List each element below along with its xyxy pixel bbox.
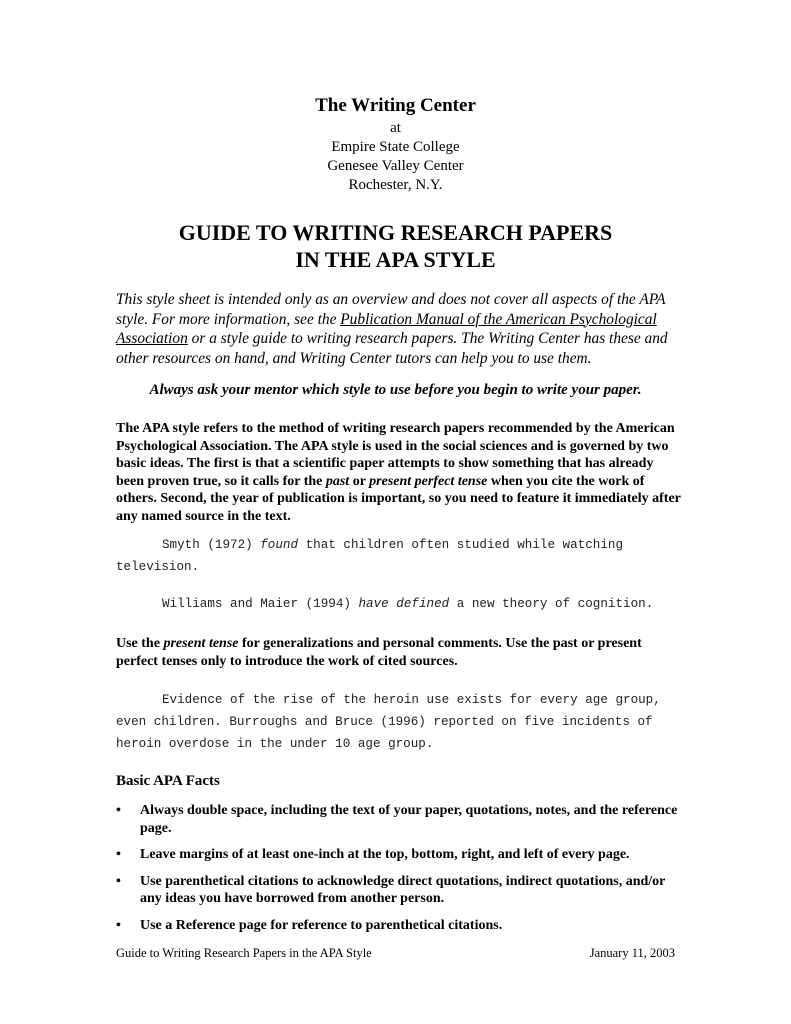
org-center: Genesee Valley Center <box>327 158 464 174</box>
para2-pre: Use the <box>116 636 164 651</box>
title-line-1: GUIDE TO WRITING RESEARCH PAPERS <box>178 220 613 245</box>
para1-text-2: when you cite the work of others. Second, the year of publication is important, so you need to feature it immediately after any named source in the text. <box>116 473 681 524</box>
page-title <box>0 219 791 273</box>
example1-post: that children often studied while watching television. <box>116 538 624 574</box>
footer-title: Guide to Writing Research Papers in the APA Style <box>116 946 372 960</box>
list-item <box>116 873 681 908</box>
list-item-text: Always double space, including the text of your paper, quotations, notes, and the reference page. <box>140 803 678 836</box>
example3-text: Evidence of the rise of the heroin use exists for every age group, even children. Burroughs and Bruce (1996) reported on five incidents of heroin overdose in the under 10 age group. <box>116 693 661 751</box>
title-line-2: IN THE APA STYLE <box>295 247 496 272</box>
bullet-icon: • <box>116 847 121 862</box>
example2-em: have defined <box>358 597 450 611</box>
para2-post: for generalizations and personal comments. Use the past or present perfect tenses only to introduce the work of cited sources. <box>116 636 642 669</box>
bullet-icon: • <box>116 803 121 818</box>
example-smyth <box>116 534 686 578</box>
example2-post: a new theory of cognition. <box>449 597 654 611</box>
org-at: at <box>390 120 401 136</box>
facts-list <box>116 802 681 943</box>
mentor-note: Always ask your mentor which style to use before you begin to write your paper. <box>149 382 642 398</box>
intro-text-2: or a style guide to writing research papers. The Writing Center has these and other resources on hand, and Writing Center tutors can help you to use them. <box>116 330 668 367</box>
list-item <box>116 802 681 837</box>
para1-text-mid: or <box>349 473 370 489</box>
apa-overview-paragraph <box>116 420 681 526</box>
bullet-icon: • <box>116 917 121 933</box>
page-footer <box>116 946 675 961</box>
footer-date: January 11, 2003 <box>589 946 675 960</box>
publication-manual-reference: Publication Manual of the American Psychological Association <box>116 310 657 347</box>
intro-text-1: This style sheet is intended only as an overview and does not cover all aspects of the APA style. For more information, see the <box>116 291 666 328</box>
para2-emphasis: present tense <box>163 636 239 651</box>
list-item <box>116 846 681 864</box>
intro-paragraph <box>116 290 676 368</box>
org-title: The Writing Center <box>315 95 476 116</box>
bullet-icon: • <box>116 873 121 889</box>
org-college: Empire State College <box>331 139 460 155</box>
list-item-text: Use parenthetical citations to acknowledge direct quotations, indirect quotations, and/or any ideas you have borrowed from another person. <box>140 873 666 906</box>
example-heroin <box>116 689 686 755</box>
list-item-text: Use a Reference page for reference to parenthetical citations. <box>140 917 503 933</box>
para1-text-1: The APA style refers to the method of writing research papers recommended by the American Psychological Association. The APA style is used in the social sciences and is governed by two basic ideas. The first is that a scientific paper attempts to show something that has already been proven true, so it calls for the <box>116 421 675 489</box>
section-heading-basic-facts: Basic APA Facts <box>116 773 220 789</box>
para1-emphasis-past: past <box>325 473 350 489</box>
para1-emphasis-present-perfect: present perfect tense <box>369 473 488 489</box>
example2-pre: Williams and Maier (1994) <box>162 597 359 611</box>
example1-em: found <box>260 538 299 552</box>
list-item-text: Leave margins of at least one-inch at the top, bottom, right, and left of every page. <box>140 847 630 862</box>
tense-paragraph <box>116 635 681 670</box>
example1-pre: Smyth (1972) <box>162 538 261 552</box>
example-williams <box>116 593 686 615</box>
list-item <box>116 917 681 935</box>
org-city: Rochester, N.Y. <box>348 177 443 193</box>
